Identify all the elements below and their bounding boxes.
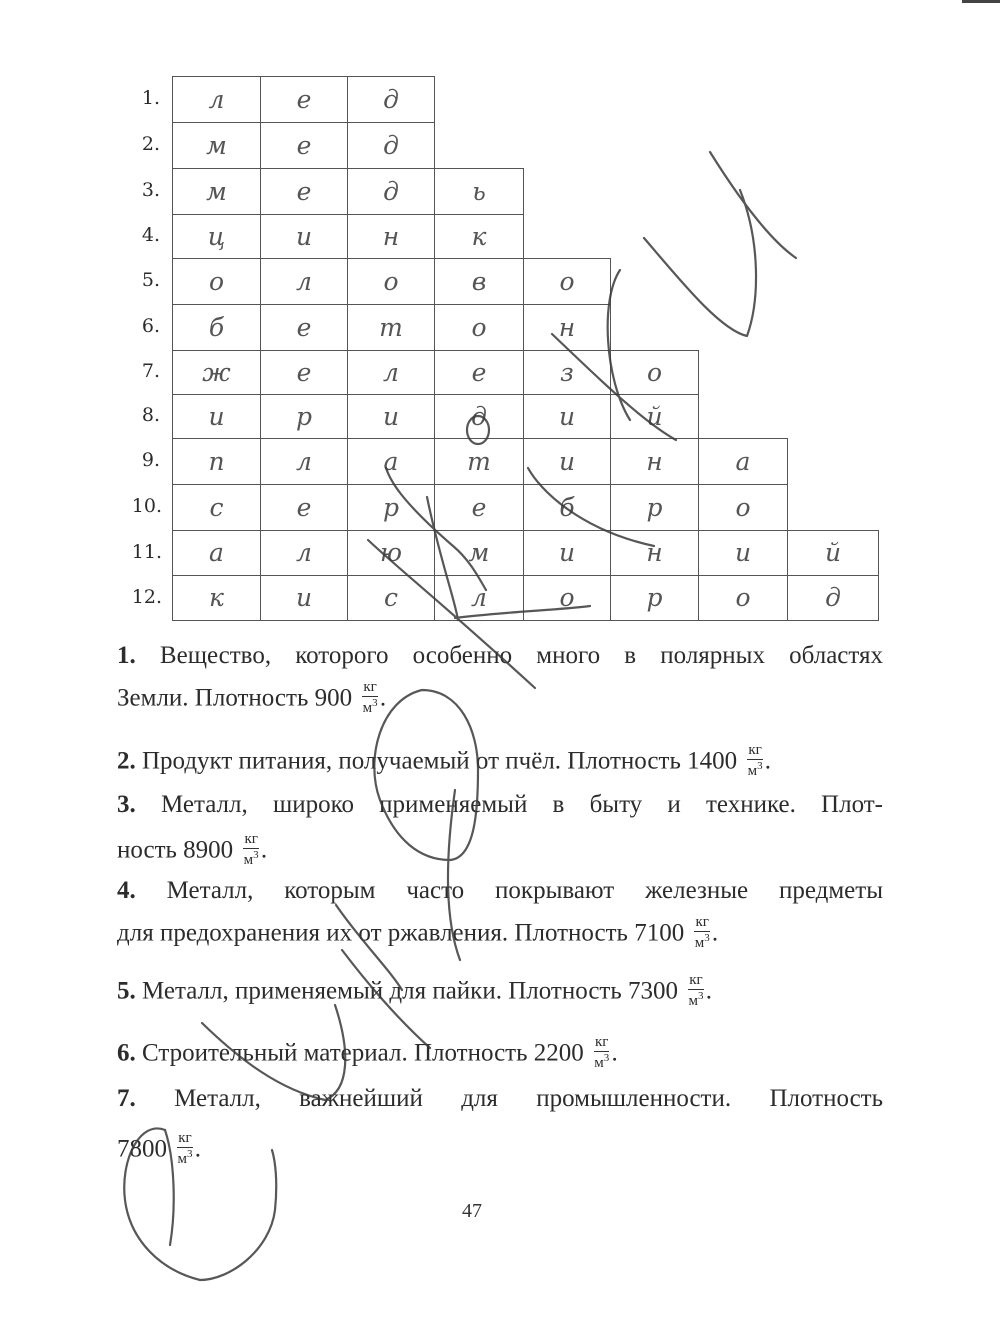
cell-letter: л	[296, 537, 312, 567]
crossword-cell[interactable]	[787, 575, 879, 621]
cell-letter: н	[646, 537, 663, 567]
cell-letter: к	[471, 221, 487, 251]
cell-letter: е	[296, 312, 312, 342]
row-number: 3.	[141, 179, 160, 201]
cell-letter: а	[383, 446, 399, 476]
cell-letter: е	[296, 357, 312, 387]
crossword-cell[interactable]	[260, 304, 348, 351]
crossword-cell[interactable]	[172, 350, 261, 395]
cell-letter: д	[825, 582, 841, 612]
unit-fraction: $\frac{кг}{м^3}$	[594, 1034, 610, 1071]
cell-letter: т	[467, 446, 491, 476]
cell-letter: р	[646, 492, 663, 522]
crossword-cell[interactable]	[172, 438, 261, 485]
crossword-cell[interactable]	[434, 575, 524, 621]
unit-fraction: $\frac{кг}{м^3}$	[362, 679, 378, 716]
question-number: 1.	[117, 642, 136, 669]
crossword-cell[interactable]	[523, 394, 611, 439]
crossword-cell[interactable]	[172, 484, 261, 531]
cell-letter: о	[559, 582, 575, 612]
question-4-line2: для предохранения их от ржавления. Плотность 7100 $\frac{кг}{м^3}$ .	[117, 914, 719, 951]
cell-letter: р	[295, 401, 312, 431]
cell-letter: а	[735, 446, 751, 476]
cell-letter: ю	[379, 537, 402, 567]
question-1-line2: Земли. Плотность 900 $\frac{кг}{м^3}$ .	[117, 679, 387, 716]
cell-letter: м	[206, 176, 227, 206]
crossword-cell[interactable]	[610, 438, 699, 485]
cell-letter: л	[383, 357, 399, 387]
question-text: Металл, важнейший для промышленности. Плотность	[174, 1085, 883, 1112]
scan-edge-mark	[962, 0, 1000, 3]
row-number: 6.	[141, 315, 160, 337]
crossword-cell[interactable]	[260, 76, 348, 123]
crossword-cell[interactable]	[698, 575, 788, 621]
cell-letter: н	[646, 446, 663, 476]
question-7-line1	[117, 1086, 883, 1111]
crossword-cell[interactable]	[698, 484, 788, 531]
question-text: для предохранения их от ржавления. Плотность 7100	[117, 919, 685, 947]
cell-letter: и	[558, 446, 576, 476]
cell-letter: д	[383, 176, 399, 206]
row-number: 8.	[141, 404, 160, 426]
row-number: 5.	[141, 269, 160, 291]
question-text: ность 8900	[117, 836, 234, 864]
cell-letter: е	[296, 492, 312, 522]
crossword-cell[interactable]	[523, 304, 611, 351]
cell-letter: о	[383, 266, 399, 296]
question-number: 5.	[117, 977, 136, 1005]
crossword-cell[interactable]	[434, 530, 524, 576]
crossword-cell[interactable]	[347, 438, 435, 485]
cell-letter: з	[560, 357, 574, 387]
crossword-cell[interactable]	[523, 484, 611, 531]
cell-letter: т	[379, 312, 403, 342]
crossword-cell[interactable]	[434, 394, 524, 439]
cell-letter: н	[558, 312, 576, 342]
row-number: 9.	[141, 449, 160, 471]
crossword-cell[interactable]	[347, 484, 435, 531]
crossword-cell[interactable]	[698, 530, 788, 576]
unit-fraction: $\frac{кг}{м^3}$	[177, 1130, 193, 1167]
crossword-cell[interactable]	[523, 350, 611, 395]
question-text: Продукт питания, получаемый от пчёл. Плотность 1400	[142, 747, 738, 775]
cell-letter: е	[471, 357, 487, 387]
crossword-cell[interactable]	[260, 214, 348, 259]
crossword-cell[interactable]	[434, 484, 524, 531]
question-1-line1	[117, 643, 883, 668]
question-text: Металл, широко применяемый в быту и технике. Плот-	[160, 791, 884, 818]
unit-fraction: $\frac{кг}{м^3}$	[243, 831, 259, 868]
crossword-cell[interactable]	[347, 350, 435, 395]
crossword-cell[interactable]	[347, 214, 435, 259]
crossword-cell[interactable]	[610, 394, 699, 439]
question-text: Строительный материал. Плотность 2200	[142, 1039, 584, 1067]
crossword-cell[interactable]	[260, 394, 348, 439]
cell-letter: и	[558, 537, 576, 567]
crossword-cell[interactable]	[172, 258, 261, 305]
question-number: 6.	[117, 1039, 136, 1067]
cell-letter: и	[295, 221, 313, 251]
cell-letter: м	[468, 537, 490, 567]
cell-letter: и	[208, 401, 225, 431]
cell-letter: к	[209, 582, 224, 612]
question-2: 2. Продукт питания, получаемый от пчёл. Плотность 1400 $\frac{кг}{м^3}$ .	[117, 742, 772, 779]
crossword-cell[interactable]	[260, 350, 348, 395]
crossword-cell[interactable]	[434, 438, 524, 485]
question-text: Металл, применяемый для пайки. Плотность 7300	[142, 977, 679, 1005]
crossword-cell[interactable]	[434, 168, 524, 215]
cell-letter: н	[382, 221, 400, 251]
crossword-cell[interactable]	[172, 575, 261, 621]
row-number: 10.	[131, 495, 162, 517]
cell-letter: о	[208, 266, 225, 296]
question-3-line1	[117, 792, 883, 817]
crossword-cell[interactable]	[260, 575, 348, 621]
cell-letter: с	[383, 582, 398, 612]
cell-letter: б	[208, 312, 225, 342]
question-6: 6. Строительный материал. Плотность 2200 $\frac{кг}{м^3}$ .	[117, 1034, 618, 1071]
crossword-cell[interactable]	[172, 214, 261, 259]
crossword-cell[interactable]	[434, 214, 524, 259]
crossword-cell[interactable]	[347, 168, 435, 215]
cell-letter: р	[382, 492, 399, 522]
cell-letter: ь	[472, 176, 486, 206]
cell-letter: б	[559, 492, 575, 522]
cell-letter: й	[824, 537, 842, 567]
crossword-cell[interactable]	[523, 258, 611, 305]
crossword-cell[interactable]	[347, 575, 435, 621]
question-text: Металл, которым часто покрывают железные предметы	[166, 877, 883, 904]
cell-letter: о	[559, 266, 575, 296]
cell-letter: д	[471, 401, 487, 431]
cell-letter: д	[383, 130, 399, 160]
question-number: 4.	[117, 877, 136, 904]
crossword-cell[interactable]	[434, 350, 524, 395]
cell-letter: и	[382, 401, 400, 431]
crossword-cell[interactable]	[347, 76, 435, 123]
cell-letter: м	[206, 130, 227, 160]
crossword-cell[interactable]	[610, 575, 699, 621]
cell-letter: ц	[207, 221, 226, 251]
cell-letter: о	[735, 492, 751, 522]
cell-letter: о	[735, 582, 751, 612]
crossword-cell[interactable]	[434, 258, 524, 305]
cell-letter: в	[471, 266, 487, 296]
cell-letter: р	[646, 582, 663, 612]
question-text: Земли. Плотность 900	[117, 684, 353, 712]
row-number: 7.	[141, 360, 160, 382]
crossword-cell[interactable]	[172, 122, 261, 169]
cell-letter: п	[208, 446, 225, 476]
cell-letter: с	[209, 492, 224, 522]
question-text: 7800	[117, 1135, 167, 1163]
question-7-line2: 7800 $\frac{кг}{м^3}$ .	[117, 1130, 201, 1167]
crossword-cell[interactable]	[260, 258, 348, 305]
page-number: 47	[462, 1200, 482, 1222]
question-5: 5. Металл, применяемый для пайки. Плотность 7300 $\frac{кг}{м^3}$ .	[117, 972, 712, 1009]
question-number: 3.	[117, 791, 136, 818]
crossword-cell[interactable]	[260, 438, 348, 485]
crossword-cell[interactable]	[610, 484, 699, 531]
crossword-cell[interactable]	[523, 438, 611, 485]
cell-letter: и	[734, 537, 752, 567]
crossword-cell[interactable]	[347, 122, 435, 169]
cell-letter: л	[296, 446, 312, 476]
crossword-cell[interactable]	[698, 438, 788, 485]
cell-letter: л	[471, 582, 487, 612]
crossword-cell[interactable]	[260, 484, 348, 531]
row-number: 2.	[141, 133, 160, 155]
question-3-line2: ность 8900 $\frac{кг}{м^3}$ .	[117, 831, 268, 868]
crossword-cell[interactable]	[172, 304, 261, 351]
row-number: 1.	[141, 87, 160, 109]
crossword-cell[interactable]	[523, 575, 611, 621]
crossword-cell[interactable]	[347, 304, 435, 351]
question-4-line1	[117, 878, 883, 903]
cell-letter: ж	[202, 357, 231, 387]
crossword-cell[interactable]	[434, 304, 524, 351]
unit-fraction: $\frac{кг}{м^3}$	[694, 914, 710, 951]
cell-letter: е	[471, 492, 487, 522]
unit-fraction: $\frac{кг}{м^3}$	[688, 972, 704, 1009]
crossword-cell[interactable]	[347, 530, 435, 576]
cell-letter: а	[209, 537, 224, 567]
crossword-cell[interactable]	[610, 350, 699, 395]
crossword-cell[interactable]	[610, 530, 699, 576]
crossword-cell[interactable]	[260, 122, 348, 169]
cell-letter: о	[646, 357, 663, 387]
crossword-cell[interactable]	[172, 168, 261, 215]
crossword-cell[interactable]	[172, 530, 261, 576]
cell-letter: л	[296, 266, 312, 296]
row-number: 11.	[131, 540, 162, 563]
crossword-cell[interactable]	[347, 394, 435, 439]
crossword-cell[interactable]	[172, 76, 261, 123]
crossword-cell[interactable]	[172, 394, 261, 439]
crossword-cell[interactable]	[260, 530, 348, 576]
crossword-cell[interactable]	[523, 530, 611, 576]
cell-letter: е	[296, 176, 312, 206]
row-number: 4.	[141, 224, 160, 246]
question-number: 2.	[117, 747, 136, 775]
crossword-cell[interactable]	[787, 530, 879, 576]
crossword-cell[interactable]	[260, 168, 348, 215]
question-text: Вещество, которого особенно много в полярных областях	[159, 642, 884, 669]
row-number: 12.	[131, 585, 162, 608]
crossword-cell[interactable]	[347, 258, 435, 305]
cell-letter: и	[558, 401, 576, 431]
cell-letter: о	[471, 312, 487, 342]
question-number: 7.	[117, 1085, 136, 1112]
cell-letter: д	[383, 84, 399, 114]
cell-letter: л	[208, 84, 225, 114]
cell-letter: е	[296, 130, 312, 160]
unit-fraction: $\frac{кг}{м^3}$	[747, 742, 763, 779]
cell-letter: й	[646, 401, 663, 431]
cell-letter: и	[295, 582, 313, 612]
cell-letter: е	[296, 84, 312, 114]
